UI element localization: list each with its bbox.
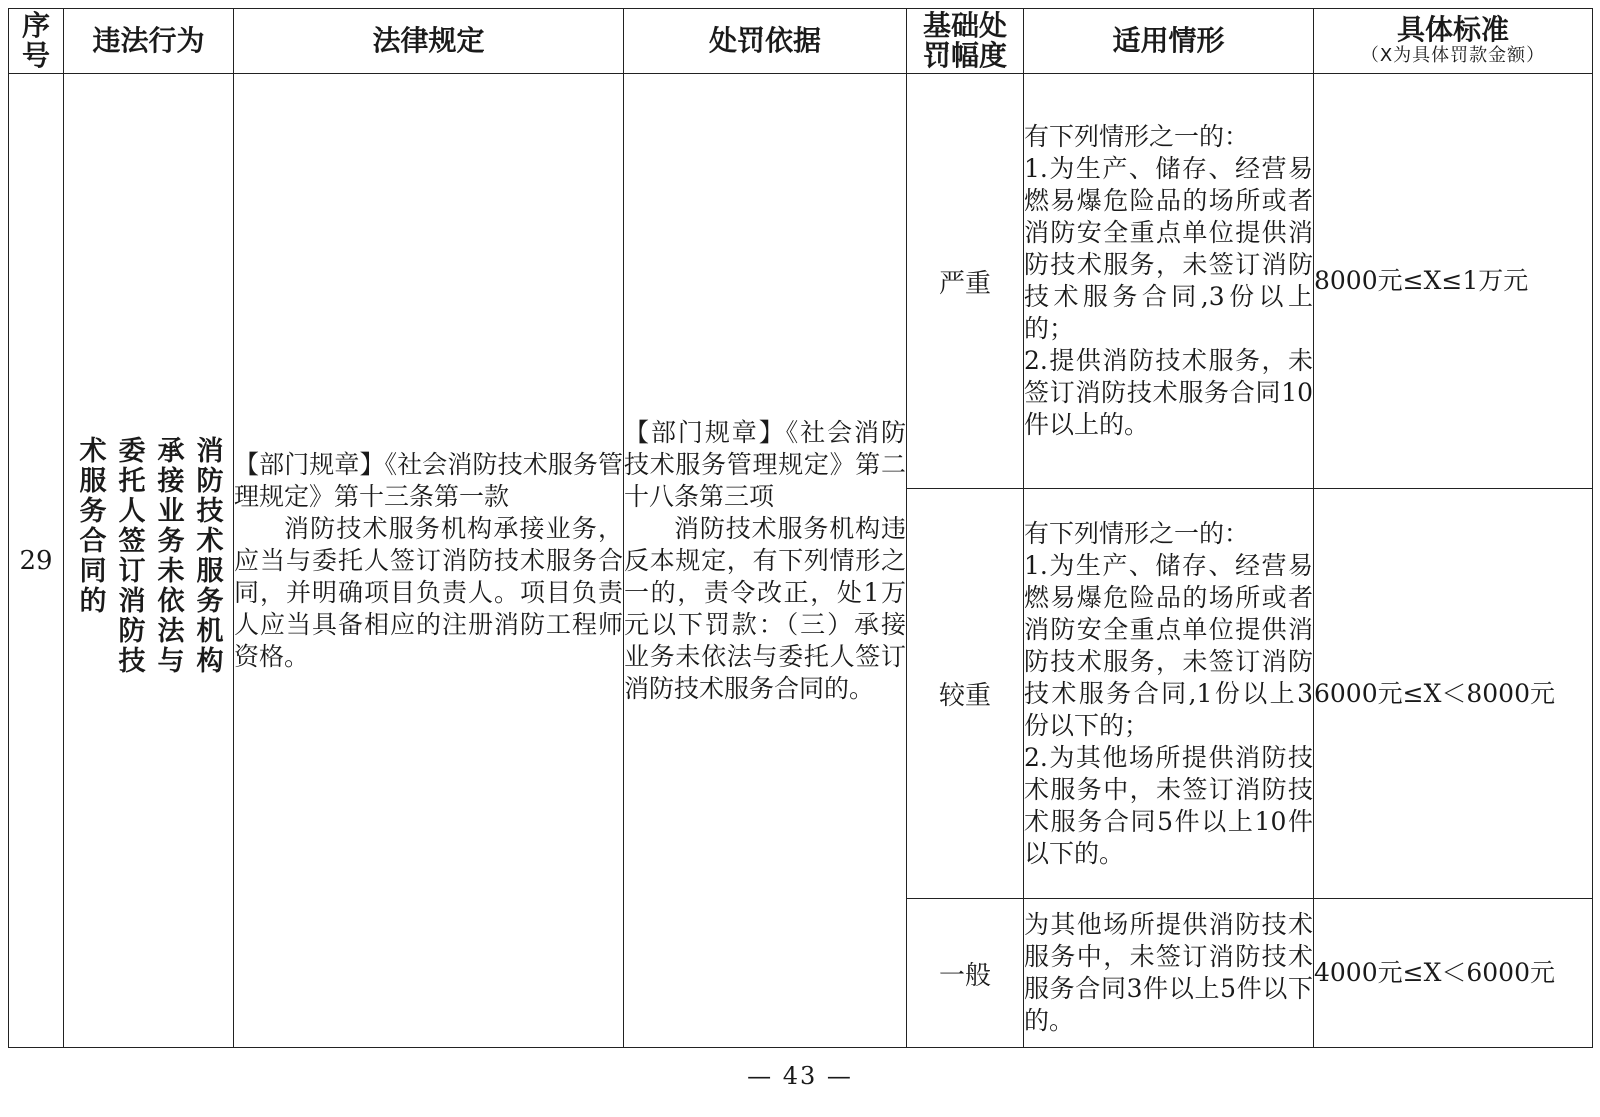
page-number: — 43 — xyxy=(747,1062,853,1090)
situation-serious xyxy=(1024,489,1314,899)
standard-severe: 8000元≤X≤1万元 xyxy=(1314,74,1593,489)
situation-line: 为其他场所提供消防技术服务中，未签订消防技术服务合同3件以上5件以下的。 xyxy=(1024,910,1313,1036)
standard-general: 4000元≤X＜6000元 xyxy=(1314,899,1593,1048)
standard-serious: 6000元≤X＜8000元 xyxy=(1314,489,1593,899)
basis-title: 【部门规章】《社会消防技术服务管理规定》第二十八条第三项 xyxy=(624,417,906,511)
violation-cell xyxy=(64,74,234,1048)
law-cell xyxy=(234,74,624,1048)
violation-text: 消防技术服务机构承接业务未依法与委托人签订消防技术服务合同的 xyxy=(74,435,223,676)
table-row xyxy=(9,74,1593,489)
law-body: 消防技术服务机构承接业务，应当与委托人签订消防技术服务合同，并明确项目负责人。项目负责人应当具备相应的注册消防工程师资格。 xyxy=(234,513,623,671)
situation-line: 有下列情形之一的： xyxy=(1024,518,1250,548)
penalty-standard-table xyxy=(8,8,1593,1048)
header-standard-main: 具体标准 xyxy=(1396,13,1509,46)
header-standard-sub: （X为具体罚款金额） xyxy=(1360,45,1546,66)
header-law: 法律规定 xyxy=(234,9,624,74)
header-standard xyxy=(1314,9,1593,74)
situation-line: 1.为生产、储存、经营易燃易爆危险品的场所或者消防安全重点单位提供消防技术服务，未签订消防技术服务合同,3份以上的； xyxy=(1024,154,1313,344)
header-penalty-range: 基础处罚幅度 xyxy=(907,9,1024,74)
header-situation: 适用情形 xyxy=(1024,9,1314,74)
situation-line: 1.为生产、储存、经营易燃易爆危险品的场所或者消防安全重点单位提供消防技术服务，未签订消防技术服务合同,1份以上3份以下的； xyxy=(1024,550,1313,740)
level-general: 一般 xyxy=(907,899,1024,1048)
situation-line: 2.提供消防技术服务，未签订消防技术服务合同10件以上的。 xyxy=(1024,346,1313,440)
level-serious: 较重 xyxy=(907,489,1024,899)
situation-line: 2.为其他场所提供消防技术服务中，未签订消防技术服务合同5件以上10件以下的。 xyxy=(1024,742,1313,868)
row-number: 29 xyxy=(9,74,64,1048)
situation-severe xyxy=(1024,74,1314,489)
header-violation: 违法行为 xyxy=(64,9,234,74)
situation-general xyxy=(1024,899,1314,1048)
basis-cell xyxy=(624,74,907,1048)
header-number: 序号 xyxy=(9,9,64,74)
basis-body: 消防技术服务机构违反本规定，有下列情形之一的，责令改正，处1万元以下罚款：（三）承接业务未依法与委托人签订消防技术服务合同的。 xyxy=(624,513,906,703)
level-severe: 严重 xyxy=(907,74,1024,489)
law-title: 【部门规章】《社会消防技术服务管理规定》第十三条第一款 xyxy=(234,449,623,511)
header-row xyxy=(9,9,1593,74)
header-basis: 处罚依据 xyxy=(624,9,907,74)
situation-line: 有下列情形之一的： xyxy=(1024,122,1250,152)
